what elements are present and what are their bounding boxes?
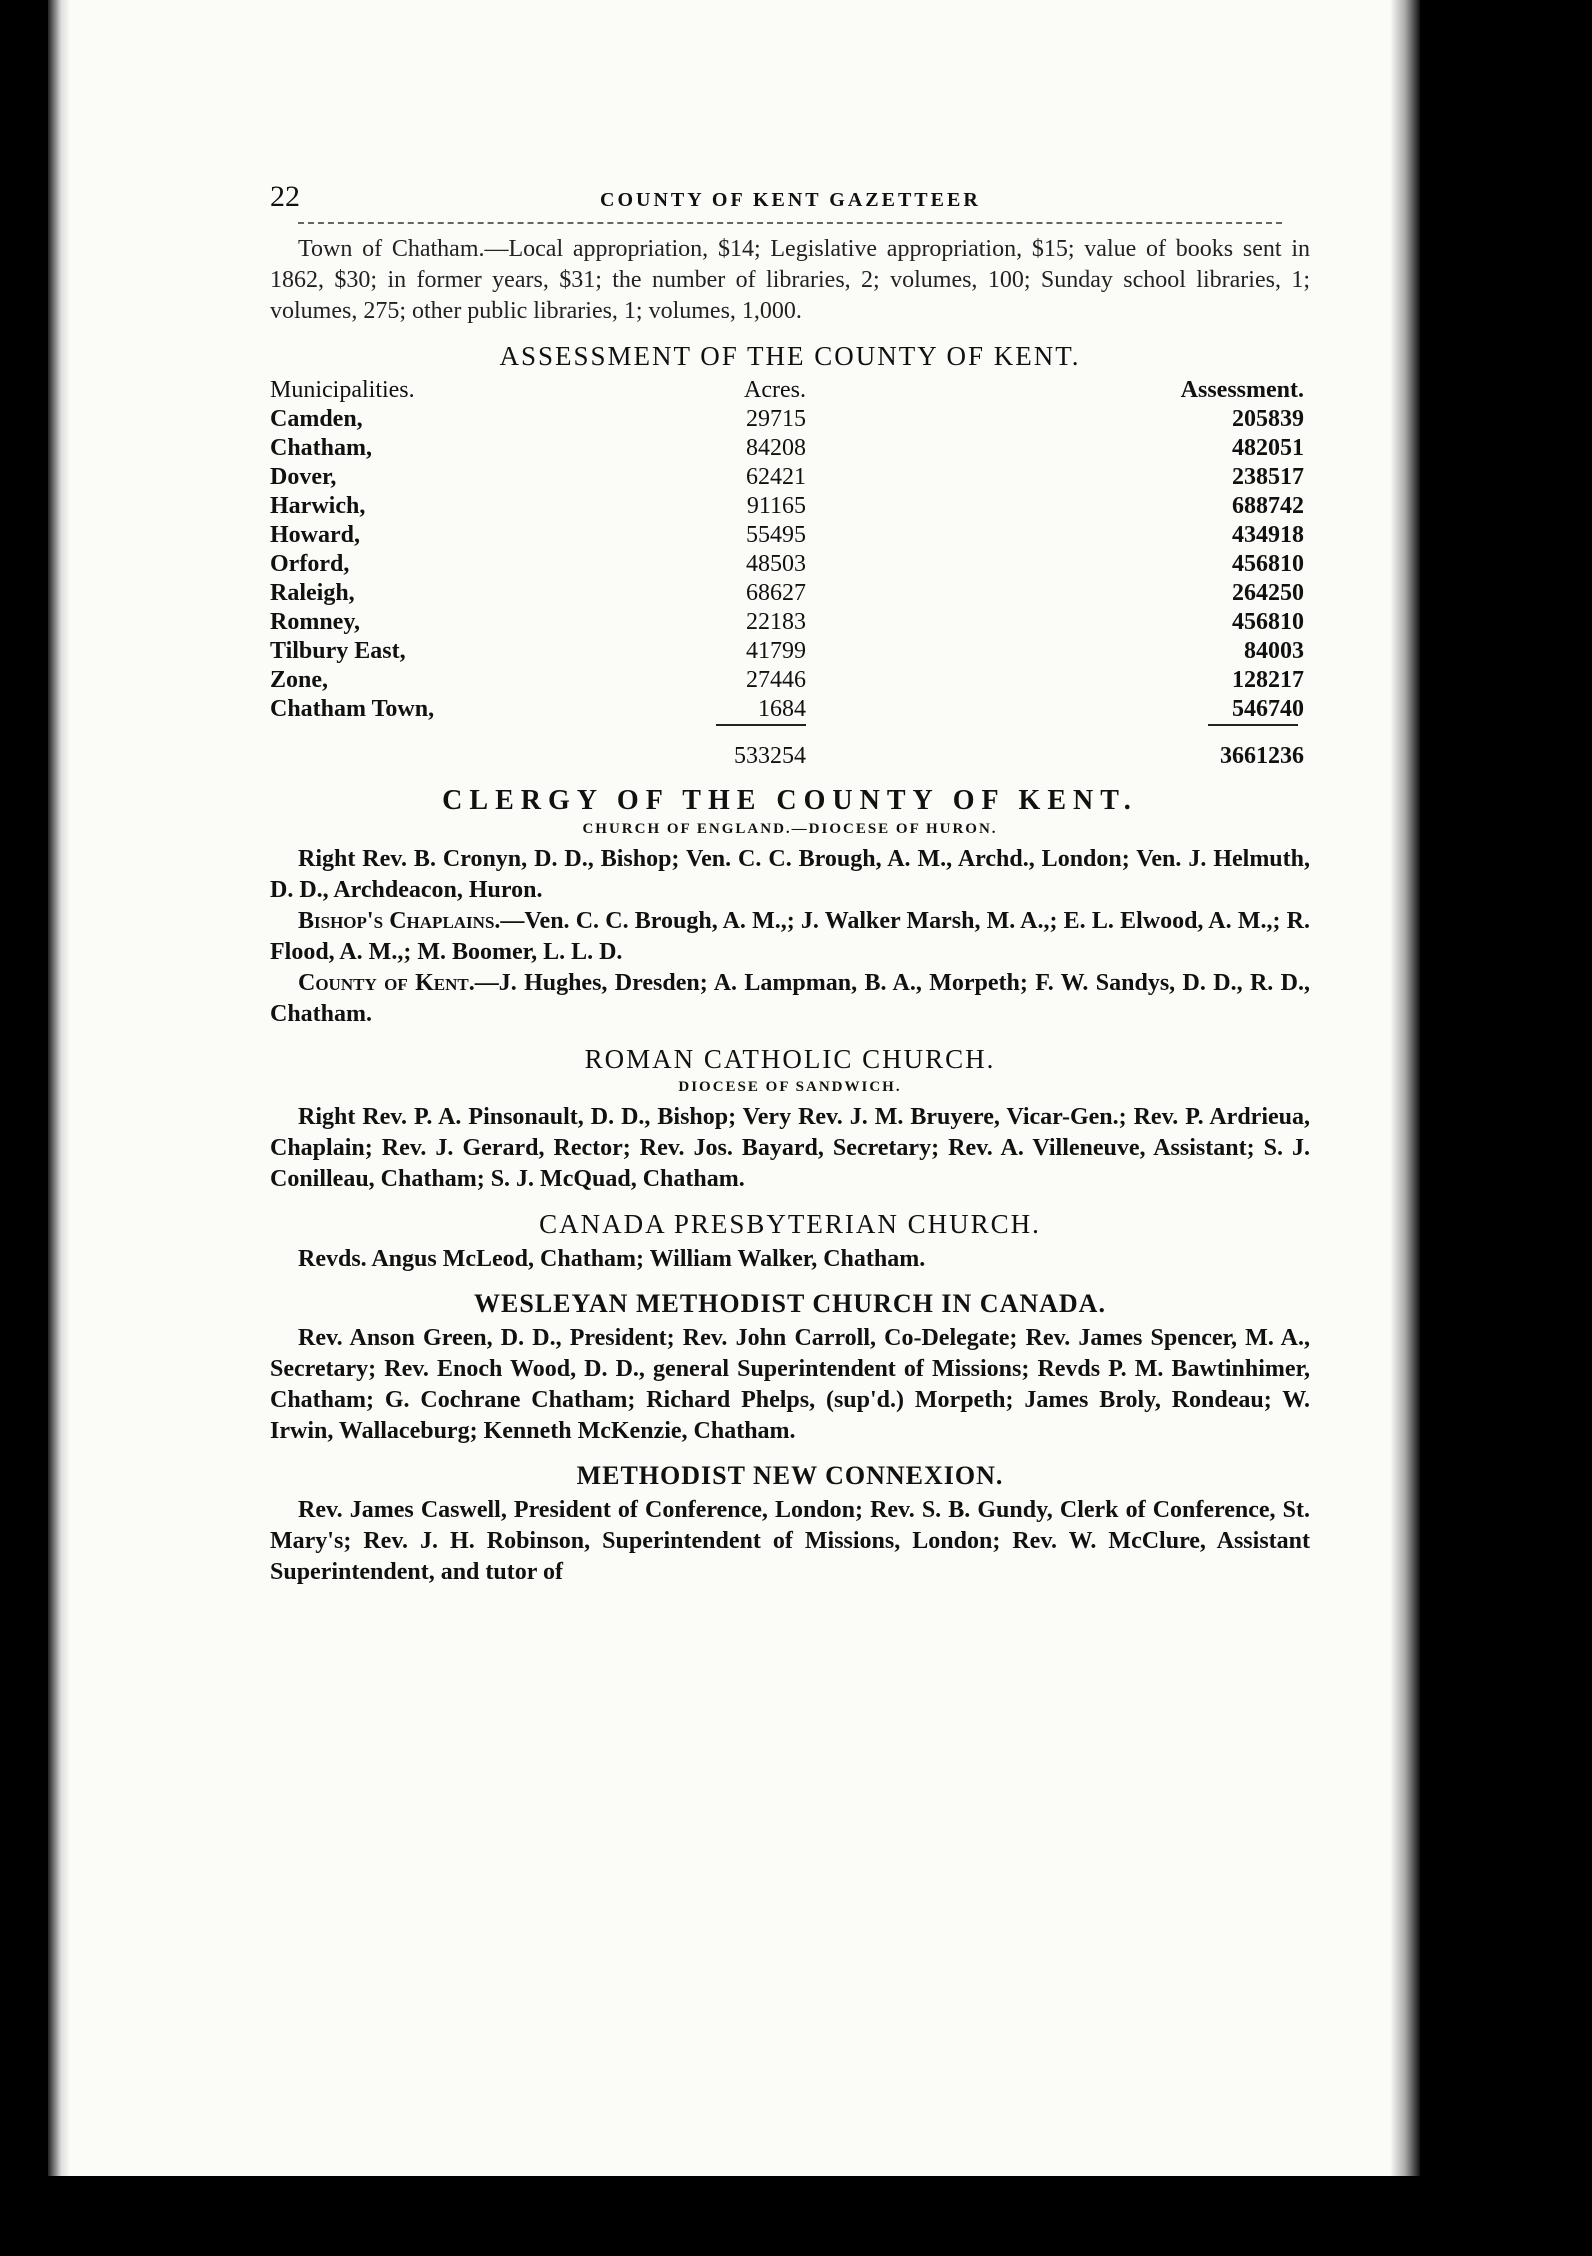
acres-cell [710, 492, 1010, 521]
roman-catholic-title: ROMAN CATHOLIC CHURCH. [584, 1044, 996, 1074]
page-edge-shadow-left [48, 0, 70, 2176]
assessment-row [270, 434, 1310, 463]
bishops-chaplains-text: —Ven. C. C. Brough, A. M.,; J. Walker Marsh, M. A.,; E. L. Elwood, A. M.,; R. Flood, A. M.,; M. Boomer, L. L. D. [270, 908, 1310, 965]
wesleyan-para: Rev. Anson Green, D. D., President; Rev. John Carroll, Co-Delegate; Rev. James Spencer, M. A., Secretary; Rev. Enoch Wood, D. D., general Superintendent of Missions; Revds P. M. Bawtinhimer, Chatham; G. Cochrane Chatham; Richard Phelps, (sup'd.) Morpeth; James Broly, Rondeau; W. Irwin, Wallaceburg; Kenneth McKenzie, Chatham. [270, 1325, 1310, 1444]
municipality-name: Orford, [270, 551, 350, 577]
running-title: COUNTY OF KENT GAZETTEER [600, 189, 981, 211]
assessment-table [270, 376, 1310, 771]
assessment-total-row [270, 726, 1310, 771]
new-connexion-title: METHODIST NEW CONNEXION. [576, 1461, 1004, 1490]
assessment-value: 546740 [1232, 696, 1304, 722]
municipality-name: Chatham Town, [270, 696, 435, 722]
municipality-name: Raleigh, [270, 580, 355, 606]
assessment-row [270, 405, 1310, 434]
assessment-row [270, 463, 1310, 492]
column-header-acres-label: Acres. [744, 377, 806, 403]
church-of-england-subhead: CHURCH OF ENGLAND.—DIOCESE OF HURON. [582, 821, 998, 837]
assessment-value: 434918 [1232, 522, 1304, 548]
assessment-row [270, 666, 1310, 695]
acres-cell [710, 521, 1010, 550]
presbyterian-title: CANADA PRESBYTERIAN CHURCH. [539, 1209, 1041, 1239]
acres-cell [710, 608, 1010, 637]
acres-value: 22183 [746, 609, 806, 635]
presbyterian-para: Revds. Angus McLeod, Chatham; William Walker, Chatham. [298, 1246, 926, 1272]
acres-value: 84208 [746, 435, 806, 461]
roman-catholic-section [270, 1102, 1310, 1195]
acres-value: 41799 [746, 638, 806, 664]
municipality-name: Zone, [270, 667, 329, 693]
total-assessment: 3661236 [1220, 743, 1304, 769]
assessment-value: 128217 [1232, 667, 1304, 693]
column-header-acres [710, 376, 1010, 405]
assessment-row [270, 608, 1310, 637]
assessment-row [270, 695, 1310, 724]
roman-catholic-subhead: DIOCESE OF SANDWICH. [678, 1079, 902, 1095]
page-content [270, 180, 1310, 1588]
wesleyan-section [270, 1323, 1310, 1447]
column-header-municipalities: Municipalities. [270, 377, 415, 403]
county-of-kent-text: —J. Hughes, Dresden; A. Lampman, B. A., Morpeth; F. W. Sandys, D. D., R. D., Chatham. [270, 970, 1310, 1027]
assessment-row [270, 579, 1310, 608]
church-of-england-para-1: Right Rev. B. Cronyn, D. D., Bishop; Ven. C. C. Brough, A. M., Archd., London; Ven. J. Helmuth, D. D., Archdeacon, Huron. [270, 846, 1310, 903]
presbyterian-section [270, 1244, 1310, 1275]
municipality-name: Tilbury East, [270, 638, 406, 664]
assessment-row [270, 492, 1310, 521]
assessment-header-row [270, 376, 1310, 405]
page-number: 22 [270, 180, 300, 213]
column-header-assessment: Assessment. [1180, 377, 1304, 403]
assessment-value: 688742 [1232, 493, 1304, 519]
municipality-name: Chatham, [270, 435, 373, 461]
assessment-value: 84003 [1244, 638, 1304, 664]
assessment-row [270, 521, 1310, 550]
acres-cell [710, 550, 1010, 579]
acres-cell [710, 434, 1010, 463]
libraries-paragraph: Town of Chatham.—Local appropriation, $14; Legislative appropriation, $15; value of books sent in 1862, $30; in former years, $31; the number of libraries, 2; volumes, 100; Sunday school libraries, 1; volumes, 275; other public libraries, 1; volumes, 1,000. [270, 236, 1310, 324]
county-of-kent-label: County of Kent. [298, 970, 475, 996]
page-edge-shadow-right [1390, 0, 1420, 2176]
running-head [270, 180, 1310, 214]
acres-value: 1684 [758, 696, 806, 722]
acres-value: 29715 [746, 406, 806, 432]
acres-cell [710, 695, 1010, 724]
acres-cell [710, 637, 1010, 666]
municipality-name: Harwich, [270, 493, 366, 519]
total-acres: 533254 [734, 743, 806, 769]
wesleyan-title: WESLEYAN METHODIST CHURCH IN CANADA. [474, 1289, 1106, 1318]
assessment-value: 482051 [1232, 435, 1304, 461]
acres-value: 27446 [746, 667, 806, 693]
clergy-title: CLERGY OF THE COUNTY OF KENT. [442, 785, 1138, 816]
new-connexion-para: Rev. James Caswell, President of Conference, London; Rev. S. B. Gundy, Clerk of Conference, St. Mary's; Rev. J. H. Robinson, Superintendent of Missions, London; Rev. W. McClure, Assistant Superintendent, and tutor of [270, 1497, 1310, 1585]
church-of-england-para-2 [270, 906, 1310, 968]
acres-cell [710, 463, 1010, 492]
acres-value: 68627 [746, 580, 806, 606]
assessment-value: 456810 [1232, 609, 1304, 635]
municipality-name: Romney, [270, 609, 360, 635]
bishops-chaplains-label: Bishop's Chaplains. [298, 908, 501, 934]
assessment-value: 238517 [1232, 464, 1304, 490]
acres-cell [710, 666, 1010, 695]
acres-cell [710, 579, 1010, 608]
municipality-name: Camden, [270, 406, 363, 432]
book-page [48, 0, 1420, 2176]
assessment-rows [270, 405, 1310, 724]
assessment-row [270, 550, 1310, 579]
church-of-england-para-3 [270, 968, 1310, 1030]
header-rule [298, 222, 1282, 224]
assessment-value: 205839 [1232, 406, 1304, 432]
acres-value: 48503 [746, 551, 806, 577]
acres-cell [710, 405, 1010, 434]
acres-value: 62421 [746, 464, 806, 490]
roman-catholic-para: Right Rev. P. A. Pinsonault, D. D., Bishop; Very Rev. J. M. Bruyere, Vicar-Gen.; Rev. P. Ardrieua, Chaplain; Rev. J. Gerard, Rector; Rev. Jos. Bayard, Secretary; Rev. A. Villeneuve, Assistant; S. J. Conilleau, Chatham; S. J. McQuad, Chatham. [270, 1104, 1310, 1192]
church-of-england-section [270, 844, 1310, 1030]
assessment-title: ASSESSMENT OF THE COUNTY OF KENT. [499, 341, 1081, 371]
new-connexion-section [270, 1495, 1310, 1588]
scan-bottom-band [0, 2176, 1592, 2256]
municipality-name: Dover, [270, 464, 337, 490]
assessment-row [270, 637, 1310, 666]
acres-value: 55495 [746, 522, 806, 548]
assessment-value: 456810 [1232, 551, 1304, 577]
assessment-value: 264250 [1232, 580, 1304, 606]
municipality-name: Howard, [270, 522, 360, 548]
acres-value: 91165 [746, 493, 806, 519]
